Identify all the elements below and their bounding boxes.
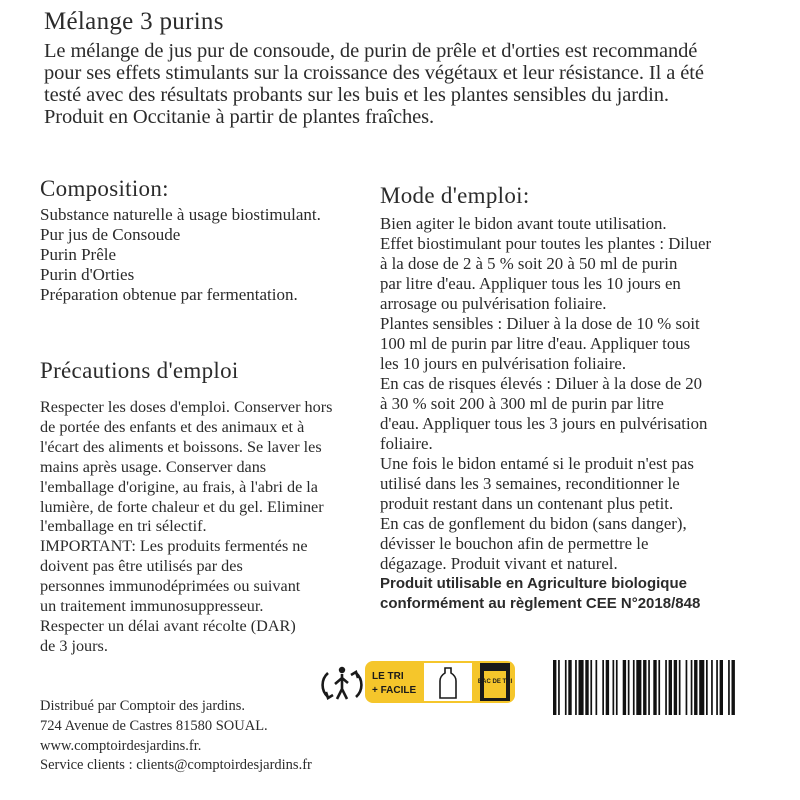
barcode-bar	[628, 660, 630, 715]
barcode-bar	[616, 660, 618, 715]
product-intro	[44, 40, 774, 128]
mode-line: à la dose de 2 à 5 % soit 20 à 50 ml de purin	[380, 254, 678, 273]
precautions-line: lumière, de forte chaleur et du gel. Eliminer	[40, 497, 324, 516]
precautions-line: personnes immunodéprimées ou suivant	[40, 577, 301, 596]
mode-emploi-text	[380, 214, 785, 614]
barcode-bar	[633, 660, 635, 715]
barcode-bar	[732, 660, 735, 715]
precautions-section	[40, 358, 360, 657]
recycling-bin-icon	[478, 663, 513, 701]
barcode-bar	[575, 660, 577, 715]
barcode-bar	[590, 660, 592, 715]
product-title-block	[44, 8, 224, 35]
barcode-bar	[579, 660, 584, 715]
composition-heading: Composition:	[40, 176, 169, 201]
barcode-bar	[623, 660, 626, 715]
badge-line-2: + FACILE	[372, 685, 417, 696]
mode-line: arrosage ou pulvérisation foliaire.	[380, 294, 607, 313]
intro-line: Produit en Occitanie à partir de plantes fraîches.	[44, 106, 435, 128]
barcode-bar	[643, 660, 646, 715]
precautions-line: l'emballage en tri sélectif.	[40, 517, 207, 536]
barcode-bar	[679, 660, 681, 715]
mode-line: Effet biostimulant pour toutes les plantes : Diluer	[380, 234, 712, 253]
mode-line: dévisser le bouchon afin de permettre le	[380, 534, 649, 553]
barcode-bar	[686, 660, 688, 715]
barcode-bar	[665, 660, 667, 715]
product-title: Mélange 3 purins	[44, 8, 224, 35]
intro-line: pour ses effets stimulants sur la croissance des végétaux et leur résistance. Il a été	[44, 62, 704, 84]
precautions-text	[40, 398, 360, 657]
barcode-bar	[674, 660, 677, 715]
badge-line-1: LE TRI	[372, 671, 404, 682]
precautions-line: mains après usage. Conserver dans	[40, 457, 267, 476]
organic-notice-line: conformément au règlement CEE N°2018/848	[380, 595, 701, 612]
mode-line: En cas de gonflement du bidon (sans danger),	[380, 514, 687, 533]
mode-line: En cas de risques élevés : Diluer à la dose de 20	[380, 374, 702, 393]
barcode-icon	[553, 660, 788, 715]
intro-line: testé avec des résultats probants sur les buis et les plantes sensibles du jardin.	[44, 84, 669, 106]
mode-line: Plantes sensibles : Diluer à la dose de 10 % soit	[380, 314, 700, 333]
barcode-bar	[728, 660, 730, 715]
barcode-bar	[568, 660, 571, 715]
precautions-line: Respecter les doses d'emploi. Conserver hors	[40, 398, 333, 416]
precautions-line: Respecter un délai avant récolte (DAR)	[40, 616, 296, 635]
barcode-bar	[706, 660, 708, 715]
mode-line: Une fois le bidon entamé si le produit n'est pas	[380, 454, 694, 473]
distributor-info	[40, 697, 360, 776]
barcode-bar	[565, 660, 567, 715]
precautions-line: l'emballage d'origine, au frais, à l'abri de la	[40, 477, 318, 496]
composition-item: Substance naturelle à usage biostimulant.	[40, 205, 321, 224]
mode-line: par litre d'eau. Appliquer tous les 10 jours en	[380, 274, 681, 293]
barcode-bar	[553, 660, 556, 715]
barcode-bar	[613, 660, 615, 715]
precautions-line: l'écart des aliments et boissons. Se laver les	[40, 437, 322, 456]
mode-line: à 30 % soit 200 à 300 ml de purin par litre	[380, 394, 664, 413]
triman-icon	[323, 667, 362, 699]
composition-section	[40, 176, 370, 305]
mode-emploi-section	[380, 183, 785, 614]
barcode-bar	[648, 660, 650, 715]
barcode-bar	[658, 660, 660, 715]
distributor-email[interactable]: Service clients : clients@comptoirdesjardins.fr	[40, 757, 312, 774]
distributor-address: 724 Avenue de Castres 81580 SOUAL.	[40, 717, 268, 734]
mode-line: Bien agiter le bidon avant toute utilisation.	[380, 214, 667, 233]
distributor-website[interactable]: www.comptoirdesjardins.fr.	[40, 737, 202, 754]
mode-line: les 10 jours en pulvérisation foliaire.	[380, 354, 627, 373]
precautions-line: IMPORTANT: Les produits fermentés ne	[40, 537, 308, 556]
mode-line: foliaire.	[380, 434, 433, 453]
barcode-bar	[716, 660, 718, 715]
mode-line: produit restant dans un contenant plus petit.	[380, 494, 674, 513]
barcode-bar	[558, 660, 560, 715]
mode-line: dégazage. Produit vivant et naturel.	[380, 554, 618, 573]
barcode-bar	[699, 660, 704, 715]
composition-item: Préparation obtenue par fermentation.	[40, 285, 298, 304]
precautions-heading: Précautions d'emploi	[40, 358, 239, 383]
mode-line: utilisé dans les 3 semaines, reconditionner le	[380, 474, 680, 493]
distributor-name: Distribué par Comptoir des jardins.	[40, 698, 245, 714]
intro-line: Le mélange de jus pur de consoude, de purin de prêle et d'orties est recommandé	[44, 40, 698, 62]
precautions-line: doivent pas être utilisés par des	[40, 557, 243, 576]
organic-notice-line: Produit utilisable en Agriculture biologique	[380, 575, 687, 592]
mode-line: 100 ml de purin par litre d'eau. Appliquer tous	[380, 334, 691, 353]
mode-emploi-heading: Mode d'emploi:	[380, 183, 530, 208]
barcode-bar	[636, 660, 641, 715]
barcode-bar	[694, 660, 697, 715]
barcode-bar	[585, 660, 588, 715]
barcode	[553, 660, 788, 715]
composition-item: Purin Prêle	[40, 245, 117, 264]
barcode-bar	[653, 660, 656, 715]
precautions-line: de portée des enfants et des animaux et à	[40, 417, 305, 436]
composition-item: Purin d'Orties	[40, 265, 135, 284]
composition-item: Pur jus de Consoude	[40, 225, 181, 244]
barcode-bar	[602, 660, 604, 715]
barcode-bar	[711, 660, 713, 715]
barcode-bar	[669, 660, 672, 715]
barcode-bar	[691, 660, 693, 715]
composition-list	[40, 205, 370, 305]
precautions-line: un traitement immunosuppresseur.	[40, 597, 264, 616]
barcode-bar	[606, 660, 609, 715]
precautions-line: de 3 jours.	[40, 636, 108, 655]
barcode-bar	[720, 660, 723, 715]
bin-label: BAC DE TRI	[477, 679, 513, 685]
mode-line: d'eau. Appliquer tous les 3 jours en pulvérisation	[380, 414, 708, 433]
barcode-bar	[596, 660, 598, 715]
